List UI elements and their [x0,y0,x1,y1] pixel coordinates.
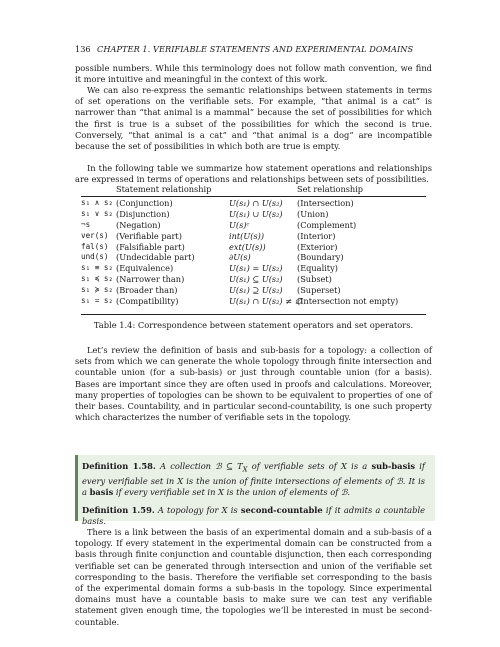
table-row [81,197,426,208]
statement-name: (Verifiable part) [116,230,182,241]
definition-term-sub-basis: sub-basis [371,461,416,471]
statement-name: (Broader than) [116,285,178,296]
set-name: (Subset) [297,274,332,285]
definition-1-59 [82,505,425,527]
table-row [81,262,426,273]
table-body [81,197,426,306]
statement-name: (Conjunction) [116,198,173,208]
statement-name: (Compatibility) [116,296,179,307]
statement-symbol: ¬s [81,219,91,229]
set-name: (Boundary) [297,252,344,263]
statement-name: (Equivalence) [116,263,174,274]
set-expression: ext(U(s)) [229,241,266,252]
statement-name: (Falsifiable part) [116,241,185,252]
set-name: (Union) [297,208,329,219]
paragraph-3: In the following table we summarize how statement operations and relationships are expressed in terms of operations and relationships between sets of possibilities. [75,163,432,185]
table-row [81,208,426,219]
paragraph-1: possible numbers. While this terminology does not follow math convention, we find it more intuitive and meaningful in the context of this work. [75,63,432,85]
set-expression: U(s)ᶜ [229,219,250,230]
statement-name: (Narrower than) [116,274,185,285]
definition-term-second-countable: second-countable [240,505,323,515]
statement-symbol: ver(s) [81,230,109,240]
table-row [81,284,426,295]
set-name: (Exterior) [297,241,338,252]
definition-term-basis: basis [89,487,114,498]
statement-symbol: fal(s) [81,241,109,251]
table-header [81,184,426,197]
table-row [81,241,426,252]
statement-symbol: s₁ ≡ s₂ [81,263,114,273]
set-name: (Intersection) [297,198,354,208]
set-expression: int(U(s)) [229,230,265,241]
table-row [81,219,426,230]
statement-name: (Undecidable part) [116,252,195,263]
table-header-set: Set relationship [297,184,364,194]
statement-name: (Negation) [116,219,161,230]
definition-subscript: X [242,465,248,474]
definition-text: if every verifiable set in X is the union of finite intersections of elements of ℬ. It is a [82,461,425,498]
definition-text: if it admits a countable basis. [82,505,426,527]
definition-text: if every verifiable set in X is the union of elements of ℬ. [113,487,351,498]
definition-text: of verifiable sets of X is a [247,461,372,471]
definition-label: Definition 1.58. [82,461,156,471]
definition-label: Definition 1.59. [82,505,155,515]
set-name: (Complement) [297,219,357,230]
paragraph-5: There is a link between the basis of an experimental domain and a sub-basis of a topology. If every statement in the experimental domain can be constructed from a basis through finite conjunction and countable disjunction, then each corresponding verifiable set can be generated through intersection and union of the verifiable set corresponding to the basis. Therefore the verifiable set corresponding to the basis of the experimental domain forms a sub-basis in the topology. Since experimental domains must have a countable basis to make sure we can test any verifiable statement given enough time, the topologies we’ll be interested in must be second-countable. [75,527,432,627]
set-expression: U(s₁) ∪ U(s₂) [229,208,283,219]
paragraph-2: We can also re-express the semantic relationships between statements in terms of set operations on the verifiable sets. For example, “that animal is a cat” is narrower than “that animal is a mammal” because the set of possibilities for which the first is true is a subset of the possibilities for which the second is true. Conversely, “that animal is a cat” and “that animal is a dog” are incompatible because the set of possibilities in which both are true is empty. [75,85,432,152]
statement-symbol: s₁ ≍ s₂ [81,296,114,306]
statement-symbol: und(s) [81,252,109,262]
set-expression: U(s₁) ⊇ U(s₂) [229,285,283,296]
set-name: (Equality) [297,263,338,274]
table-caption: Table 1.4: Correspondence between statement operators and set operators. [93,320,414,330]
set-name: (Intersection not empty) [297,296,399,307]
page-number: 136 [75,44,91,54]
table-header-statement: Statement relationship [116,184,212,194]
set-expression: U(s₁) ⊆ U(s₂) [229,274,283,285]
table-row [81,230,426,241]
statement-symbol: s₁ ≼ s₂ [81,274,114,284]
definition-1-58 [82,461,425,498]
statement-name: (Disjunction) [116,208,170,219]
correspondence-table [81,184,426,306]
chapter-title: CHAPTER 1. VERIFIABLE STATEMENTS AND EXPERIMENTAL DOMAINS [97,44,414,54]
table-bottom-rule [81,314,426,315]
statement-symbol: s₁ ∨ s₂ [81,208,114,218]
definition-text: A collection ℬ ⊆ T [160,461,243,471]
paragraph-4: Let’s review the definition of basis and sub-basis for a topology: a collection of sets from which we can generate the whole topology through finite intersection and countable union (for a sub-basis) or just through countable union (for a basis). Bases are important since they are often used in proofs and calculations. Moreover, many properties of topologies can be shown to be equivalent to properties of one of their bases. Countability, and in particular second-countability, is one such property which characterizes the number of verifiable sets in the topology. [75,345,432,423]
set-expression: U(s₁) ∩ U(s₂) [229,198,283,208]
set-expression: U(s₁) ∩ U(s₂) ≠ ∅ [229,296,302,307]
set-name: (Interior) [297,230,336,241]
table-row [81,251,426,262]
table-row [81,295,426,306]
definition-text: A topology for X is [157,505,241,515]
set-expression: ∂U(s) [229,252,251,263]
statement-symbol: s₁ ∧ s₂ [81,198,114,207]
table-row [81,273,426,284]
set-expression: U(s₁) = U(s₂) [229,263,283,274]
statement-symbol: s₁ ≽ s₂ [81,285,114,295]
set-name: (Superset) [297,285,341,296]
